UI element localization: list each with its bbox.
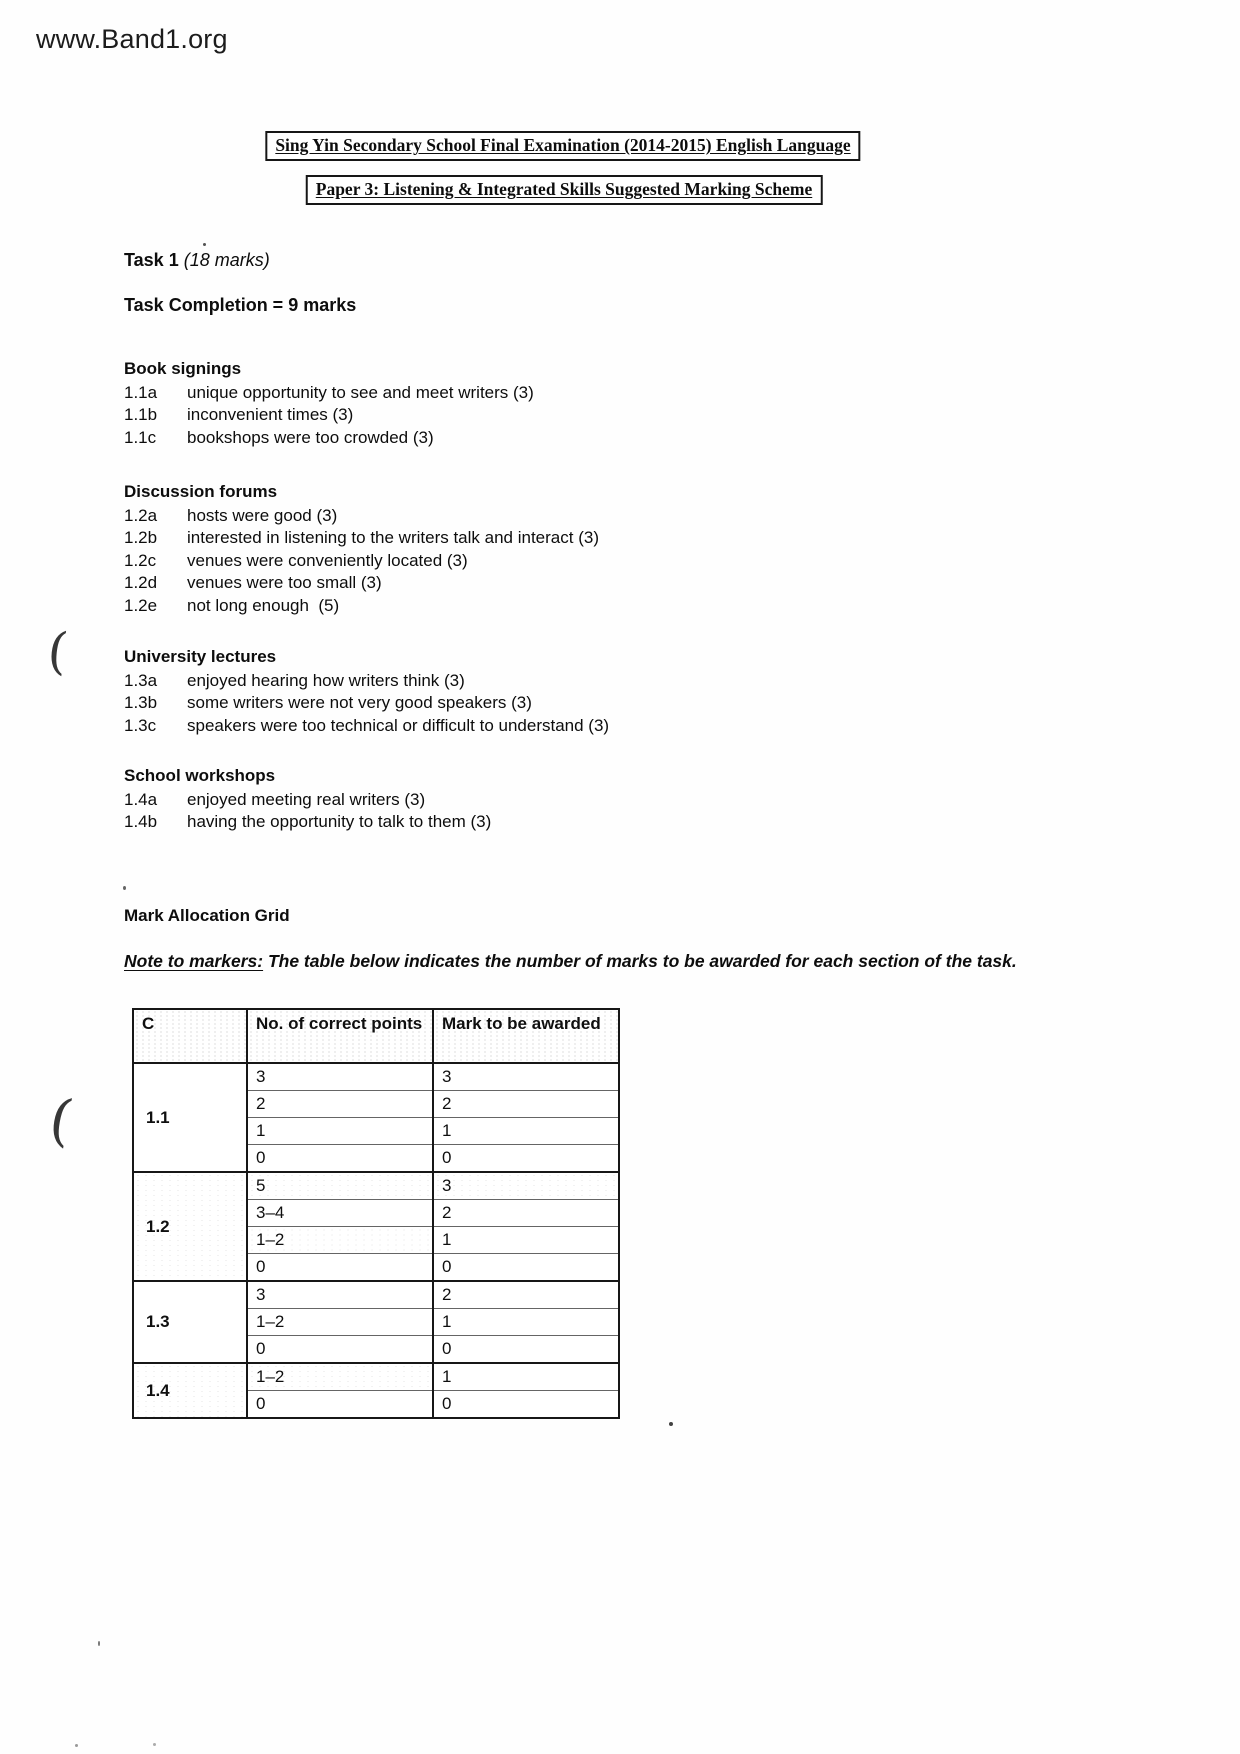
mark-cell: 0	[433, 1336, 619, 1364]
list-item	[124, 527, 599, 549]
column-header-c: C	[133, 1009, 247, 1063]
paper-title: Paper 3: Listening & Integrated Skills Suggested Marking Scheme	[315, 179, 813, 199]
task-heading	[124, 250, 270, 271]
list-item	[124, 692, 609, 714]
points-cell: 0	[247, 1391, 433, 1419]
task-completion: Task Completion = 9 marks	[124, 295, 357, 315]
scan-speck	[669, 1422, 673, 1426]
item-text: venues were conveniently located (3)	[187, 550, 468, 570]
item-id: 1.3c	[124, 715, 157, 735]
task-marks: (18 marks)	[183, 250, 270, 270]
points-cell: 0	[247, 1336, 433, 1364]
mark-cell: 0	[433, 1145, 619, 1173]
item-id: 1.1b	[124, 405, 158, 425]
item-id: 1.2b	[124, 528, 158, 548]
task-name: Task 1	[124, 250, 179, 270]
item-text: inconvenient times (3)	[187, 405, 354, 425]
list-item	[124, 427, 534, 449]
points-cell: 3–4	[247, 1200, 433, 1227]
item-text: enjoyed meeting real writers (3)	[187, 790, 426, 809]
group-label-cell: 1.4	[133, 1363, 247, 1418]
item-id: 1.4b	[124, 812, 158, 832]
list-item	[124, 670, 609, 692]
list-item	[124, 550, 599, 572]
item-text: not long enough (5)	[187, 595, 340, 615]
points-cell: 0	[247, 1254, 433, 1282]
scan-speck	[203, 243, 206, 246]
item-text: enjoyed hearing how writers think (3)	[187, 671, 465, 690]
markers-note	[124, 949, 1034, 974]
list-item	[124, 505, 599, 527]
section-school-workshops	[124, 764, 491, 834]
note-line2: the task.	[945, 951, 1017, 971]
mark-cell: 0	[433, 1254, 619, 1282]
mark-cell: 1	[433, 1309, 619, 1336]
section-discussion-forums	[124, 480, 599, 617]
points-cell: 5	[247, 1172, 433, 1200]
section-book-signings	[124, 357, 534, 449]
item-id: 1.2e	[124, 595, 158, 615]
points-cell: 0	[247, 1145, 433, 1173]
item-text: speakers were too technical or difficult to understand (3)	[187, 715, 610, 735]
exam-title-box	[265, 131, 860, 161]
item-id: 1.4a	[124, 790, 158, 809]
points-cell: 2	[247, 1091, 433, 1118]
section-title: Book signings	[124, 359, 242, 378]
mark-cell: 1	[433, 1363, 619, 1391]
group-label-cell: 1.3	[133, 1281, 247, 1363]
points-cell: 1–2	[247, 1309, 433, 1336]
item-id: 1.2d	[124, 573, 158, 593]
watermark-text: www.Band1.org	[36, 24, 228, 54]
mark-cell: 3	[433, 1172, 619, 1200]
paper-title-box	[306, 175, 823, 205]
mark-cell: 2	[433, 1200, 619, 1227]
points-cell: 1	[247, 1118, 433, 1145]
scan-speck	[98, 1641, 100, 1646]
mark-cell: 2	[433, 1281, 619, 1309]
item-id: 1.1a	[124, 383, 158, 402]
mark-cell: 1	[433, 1118, 619, 1145]
table-row	[133, 1172, 619, 1200]
section-title: University lectures	[124, 647, 277, 666]
list-item	[124, 595, 599, 617]
note-label: Note to markers:	[124, 951, 264, 971]
list-item	[124, 789, 491, 811]
item-text: some writers were not very good speakers (3)	[187, 693, 532, 713]
group-label-cell: 1.1	[133, 1063, 247, 1172]
section-university-lectures	[124, 645, 609, 737]
handwritten-paren-mark: (	[44, 1086, 78, 1155]
item-id: 1.1c	[124, 427, 157, 447]
list-item	[124, 715, 609, 737]
list-item	[124, 572, 599, 594]
points-cell: 3	[247, 1281, 433, 1309]
note-line1: The table below indicates the number of marks to be awarded for each section of	[267, 951, 941, 971]
column-header-mark: Mark to be awarded	[433, 1009, 619, 1063]
item-id: 1.2c	[124, 550, 157, 570]
item-text: having the opportunity to talk to them (3)	[187, 812, 492, 832]
table-row	[133, 1281, 619, 1309]
table-header-row	[133, 1009, 619, 1063]
item-text: hosts were good (3)	[187, 506, 338, 525]
item-id: 1.2a	[124, 506, 158, 525]
table-row	[133, 1063, 619, 1091]
handwritten-paren-mark: (	[45, 621, 71, 681]
exam-title: Sing Yin Secondary School Final Examination (2014-2015) English Language	[275, 135, 851, 155]
mark-allocation-table	[132, 1008, 620, 1419]
points-cell: 1–2	[247, 1227, 433, 1254]
column-header-points: No. of correct points	[247, 1009, 433, 1063]
scan-speck	[153, 1743, 156, 1746]
item-text: bookshops were too crowded (3)	[187, 427, 434, 447]
mark-cell: 1	[433, 1227, 619, 1254]
item-id: 1.3b	[124, 693, 158, 713]
scan-speck	[75, 1744, 78, 1747]
points-cell: 3	[247, 1063, 433, 1091]
section-title: School workshops	[124, 766, 276, 785]
list-item	[124, 404, 534, 426]
mark-allocation-grid-heading: Mark Allocation Grid	[124, 906, 290, 925]
mark-cell: 2	[433, 1091, 619, 1118]
list-item	[124, 811, 491, 833]
scan-speck	[123, 886, 126, 890]
item-text: interested in listening to the writers talk and interact (3)	[187, 528, 599, 548]
section-title: Discussion forums	[124, 482, 278, 501]
table-row	[133, 1363, 619, 1391]
points-cell: 1–2	[247, 1363, 433, 1391]
item-text: unique opportunity to see and meet writers (3)	[187, 383, 534, 402]
mark-cell: 3	[433, 1063, 619, 1091]
item-text: venues were too small (3)	[187, 573, 382, 593]
list-item	[124, 382, 534, 404]
group-label-cell: 1.2	[133, 1172, 247, 1281]
item-id: 1.3a	[124, 671, 158, 690]
mark-cell: 0	[433, 1391, 619, 1419]
